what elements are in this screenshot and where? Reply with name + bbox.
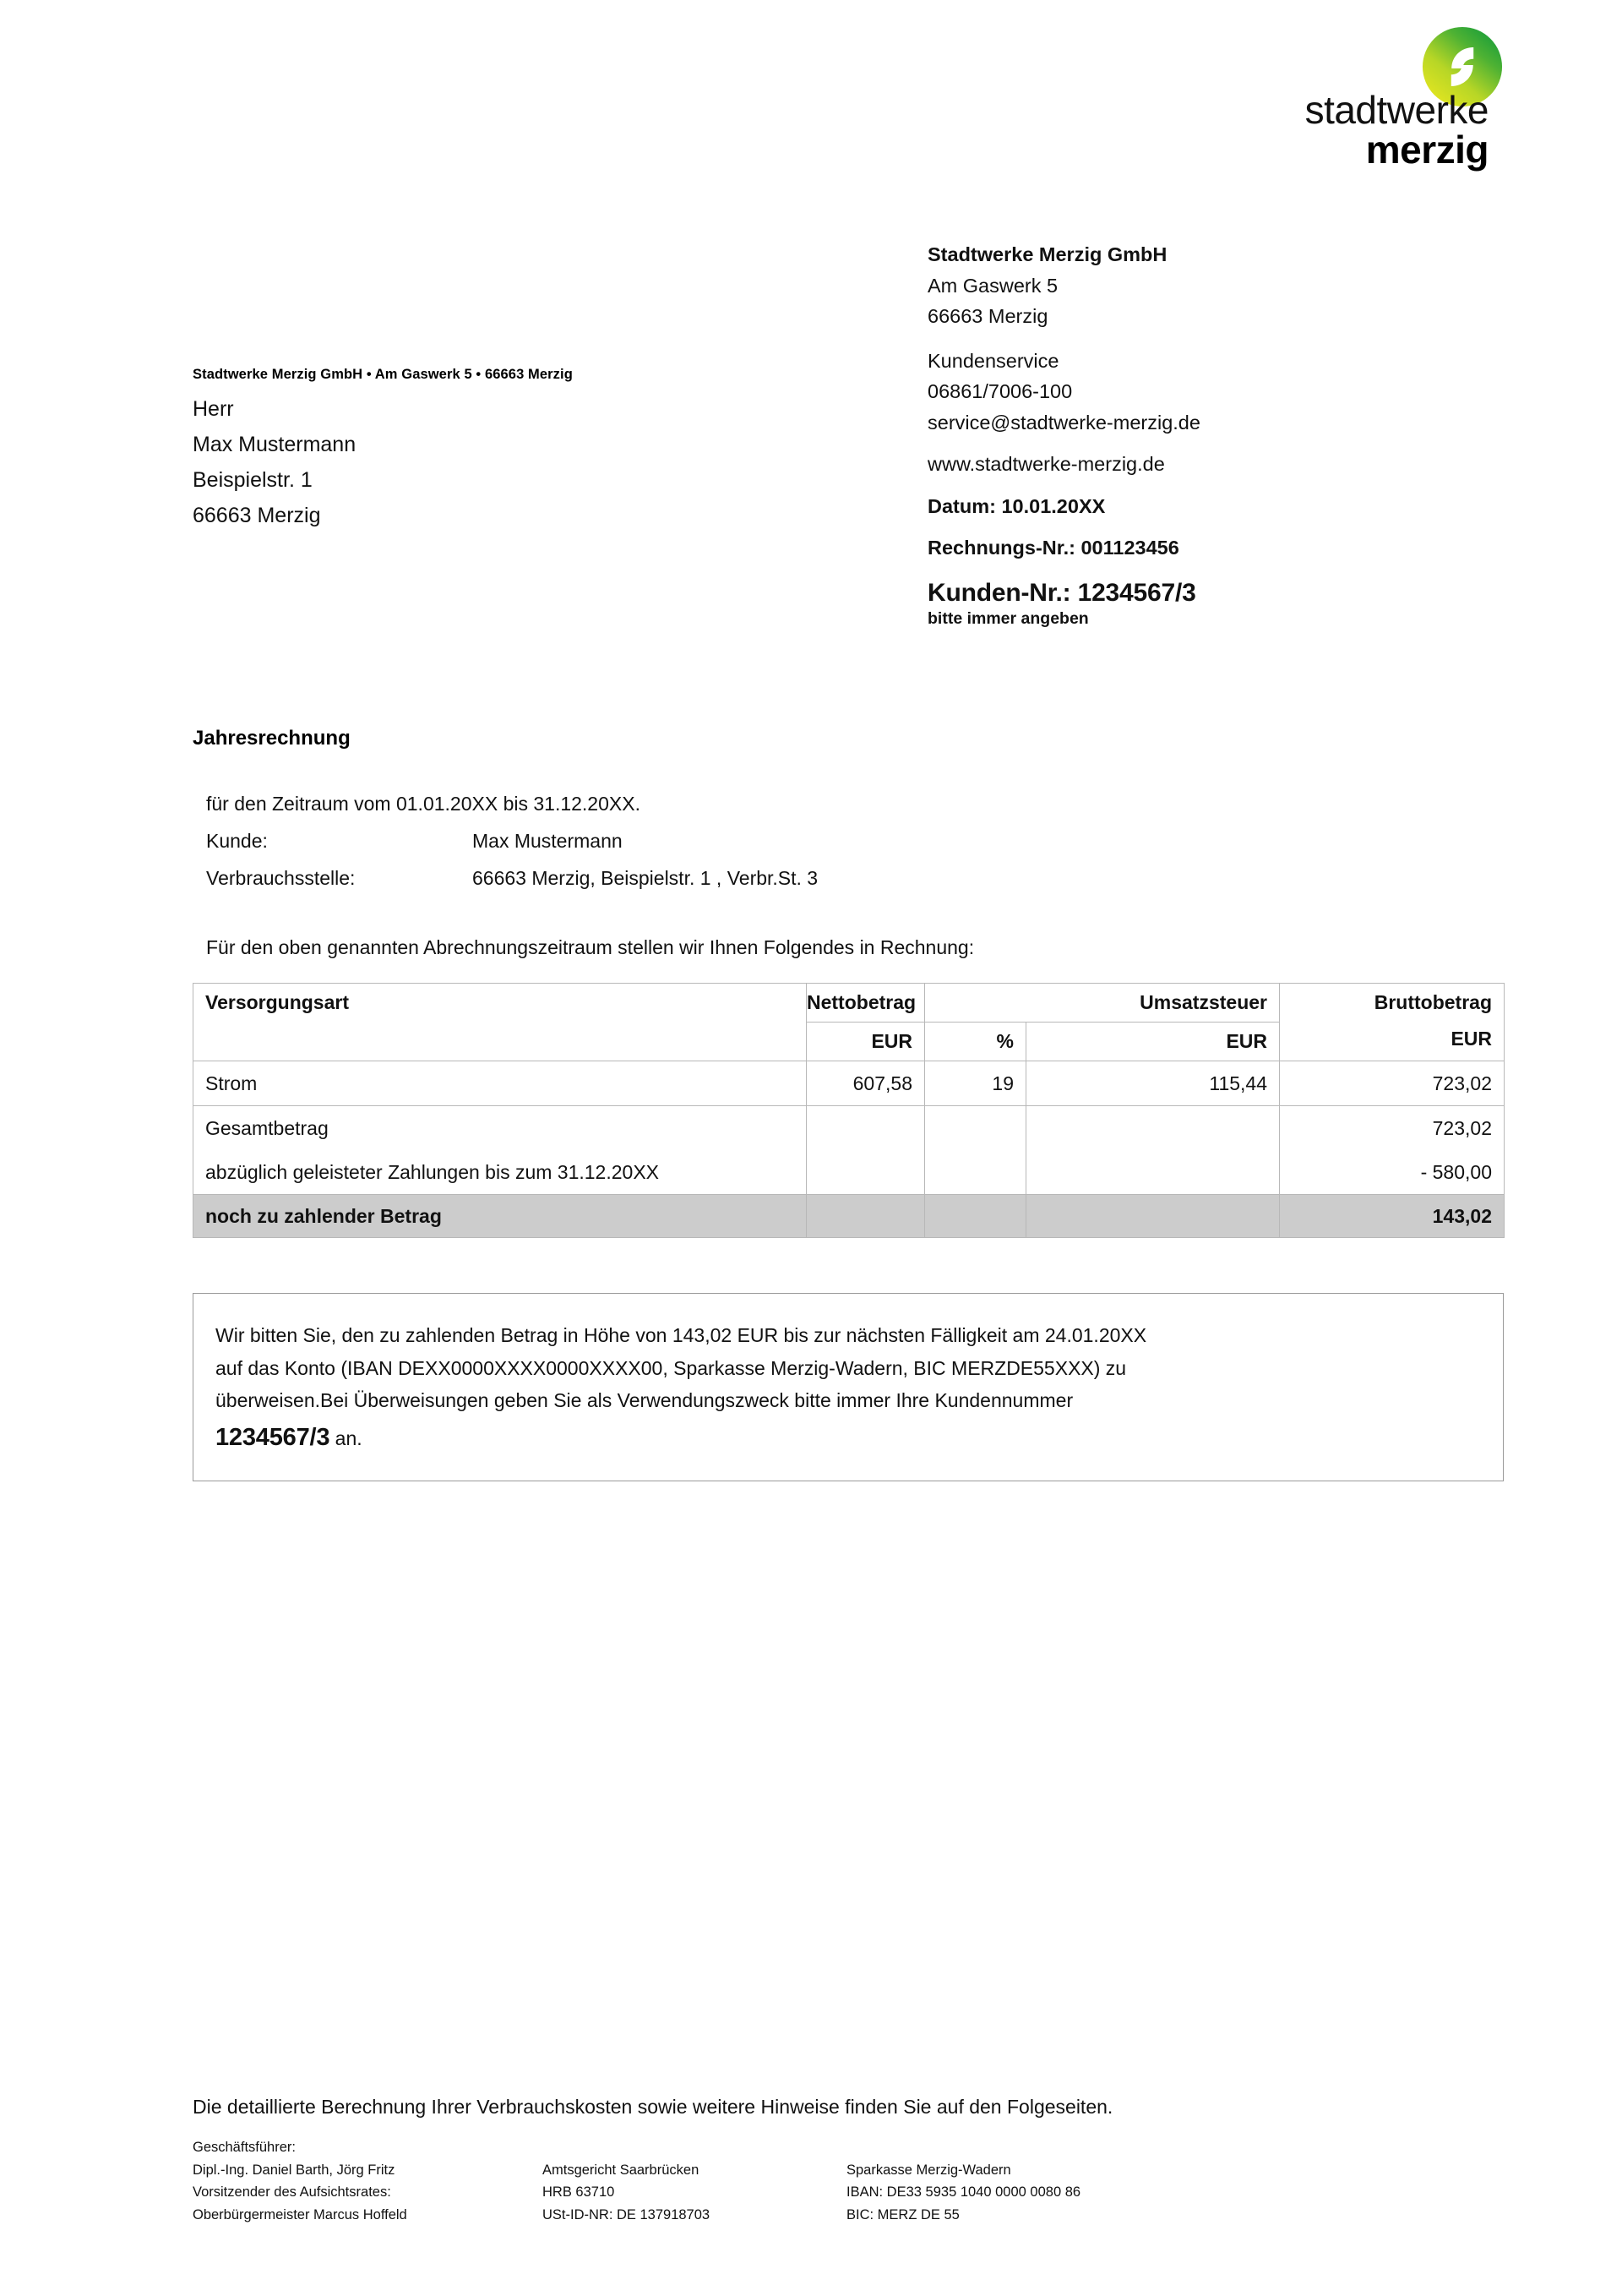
payment-line-4-suffix: an. [329, 1426, 362, 1449]
document-title: Jahresrechnung [193, 727, 351, 750]
invoice-table [193, 983, 1505, 1238]
cell-total-gross: 143,02 [1280, 1195, 1505, 1238]
footer-columns [193, 2159, 1375, 2227]
cell-total-pct-empty [925, 1195, 1026, 1238]
cell-summary-descriptions [193, 1106, 807, 1195]
payment-line-2: auf das Konto (IBAN DEXX0000XXXX0000XXXX00, Sparkasse Merzig-Wadern, BIC MERZDE55XXX) zu [215, 1356, 1127, 1379]
cell-net: 607,58 [807, 1061, 925, 1106]
footer-text: Dipl.-Ing. Daniel Barth, Jörg Fritz [193, 2162, 395, 2178]
cell-summary-gross-values [1280, 1106, 1505, 1195]
payment-customer-number: 1234567/3 [215, 1423, 330, 1451]
customer-number-hint: bitte immer angeben [928, 608, 1089, 628]
footer-column-management [193, 2159, 542, 2227]
logo-word-merzig: merzig [1365, 128, 1489, 172]
cell-summary-pct-empty [925, 1106, 1026, 1195]
invoice-date: Datum: 10.01.20XX [928, 494, 1106, 517]
follow-pages-note: Die detaillierte Berechnung Ihrer Verbrauchskosten sowie weitere Hinweise finden Sie auf den Folgeseiten. [193, 2096, 1113, 2118]
header-description: Versorgungsart [193, 984, 807, 1061]
company-website[interactable]: www.stadtwerke-merzig.de [928, 453, 1165, 475]
payment-line-1: Wir bitten Sie, den zu zahlenden Betrag in Höhe von 143,02 EUR bis zur nächsten Fälligkeit am 24.01.20XX [215, 1324, 1147, 1346]
header-net-unit: EUR [807, 1023, 925, 1061]
supply-point-value: 66663 Merzig, Beispielstr. 1 , Verbr.St. 3 [472, 867, 819, 889]
supply-point-label: Verbrauchsstelle: [206, 867, 356, 889]
footer-text: Sparkasse Merzig-Wadern [846, 2162, 1011, 2178]
cell-summary-vat-empty [1026, 1106, 1280, 1195]
cell-description: Strom [193, 1061, 807, 1106]
sender-city: 66663 Merzig [928, 305, 1048, 327]
invoice-intro-block [206, 794, 1304, 906]
payment-instructions-box [193, 1293, 1504, 1481]
customer-service-label: Kundenservice [928, 349, 1059, 372]
customer-service-phone: 06861/7006-100 [928, 380, 1073, 402]
invoice-table-head [193, 984, 1505, 1061]
header-pct-unit: % [925, 1023, 1026, 1061]
cell-total-net-empty [807, 1195, 925, 1238]
recipient-street: Beispielstr. 1 [193, 468, 313, 492]
recipient-salutation: Herr [193, 397, 234, 421]
header-gross: Bruttobetrag EUR [1280, 984, 1505, 1061]
sender-contact-block [928, 245, 1451, 627]
page-footer [193, 2136, 1375, 2227]
table-lead-text: Für den oben genannten Abrechnungszeitraum stellen wir Ihnen Folgendes in Rechnung: [206, 936, 975, 958]
table-summary-row [193, 1106, 1505, 1195]
footer-text: IBAN: DE33 5935 1040 0000 0080 86 [846, 2184, 1081, 2201]
return-address-line: Stadtwerke Merzig GmbH • Am Gaswerk 5 • 66663 Merzig [193, 367, 573, 382]
recipient-city: 66663 Merzig [193, 504, 321, 527]
payment-line-4 [215, 1417, 1481, 1459]
customer-service-email[interactable]: service@stadtwerke-merzig.de [928, 411, 1200, 434]
cell-pct: 19 [925, 1061, 1026, 1106]
customer-value: Max Mustermann [472, 830, 623, 852]
invoice-number: Rechnungs-Nr.: 001123456 [928, 537, 1179, 559]
recipient-name: Max Mustermann [193, 433, 357, 456]
cell-total-label: noch zu zahlender Betrag [193, 1195, 807, 1238]
supply-point-row [206, 869, 1304, 888]
footer-text: Vorsitzender des Aufsichtsrates: [193, 2184, 391, 2201]
footer-text: USt-ID-NR: DE 137918703 [542, 2207, 710, 2223]
sender-company: Stadtwerke Merzig GmbH [928, 243, 1168, 265]
footer-column-registry [542, 2159, 846, 2227]
cell-vat: 115,44 [1026, 1061, 1280, 1106]
summary-label-payments: abzüglich geleisteter Zahlungen bis zum 31.12.20XX [205, 1161, 660, 1183]
header-net: Nettobetrag [807, 984, 925, 1023]
cell-total-vat-empty [1026, 1195, 1280, 1238]
customer-number: Kunden-Nr.: 1234567/3 [928, 578, 1196, 607]
cell-summary-net-empty [807, 1106, 925, 1195]
cell-gross: 723,02 [1280, 1061, 1505, 1106]
sender-street: Am Gaswerk 5 [928, 274, 1059, 297]
footer-column-bank [846, 2159, 1375, 2227]
footer-text: Amtsgericht Saarbrücken [542, 2162, 699, 2178]
footer-text: Oberbürgermeister Marcus Hoffeld [193, 2207, 407, 2223]
logo-word-stadtwerke: stadtwerke [1304, 88, 1489, 132]
header-vat-unit: EUR [1026, 1023, 1280, 1061]
table-total-row [193, 1195, 1505, 1238]
summary-value-payments: - 580,00 [1420, 1161, 1492, 1183]
billing-period: für den Zeitraum vom 01.01.20XX bis 31.12.20XX. [206, 793, 640, 815]
customer-row [206, 832, 1304, 851]
footer-managing-directors-label: Geschäftsführer: [193, 2140, 296, 2155]
header-vat-group: Umsatzsteuer [925, 984, 1280, 1023]
table-row [193, 1061, 1505, 1106]
recipient-address-block [193, 399, 356, 541]
customer-label: Kunde: [206, 830, 268, 852]
company-logo [1166, 25, 1504, 172]
payment-line-3: überweisen.Bei Überweisungen geben Sie als Verwendungszweck bitte immer Ihre Kundennummer [215, 1389, 1074, 1412]
table-header-row-1 [193, 984, 1505, 1023]
invoice-table-body [193, 1061, 1505, 1238]
summary-value-total: 723,02 [1432, 1117, 1492, 1139]
footer-text: BIC: MERZ DE 55 [846, 2207, 960, 2223]
footer-text: HRB 63710 [542, 2184, 615, 2201]
summary-label-total: Gesamtbetrag [205, 1117, 329, 1139]
logo-wordmark [1304, 88, 1489, 172]
